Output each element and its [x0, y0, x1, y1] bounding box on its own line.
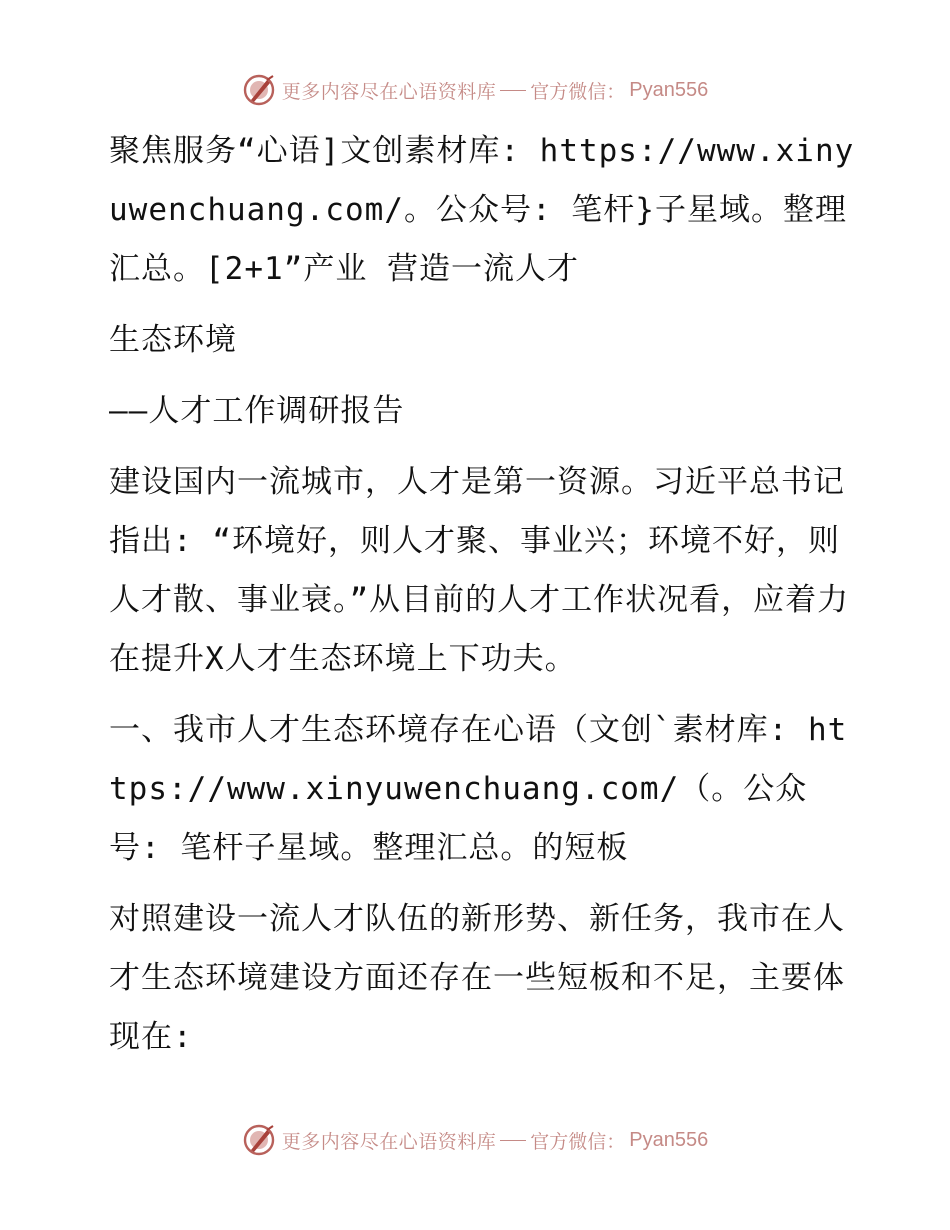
watermark-dash: [500, 90, 526, 91]
watermark-slogan: 更多内容尽在心语资料库: [281, 1130, 497, 1153]
footer-watermark: [0, 1118, 950, 1162]
paragraph-opening: 建设国内一流城市，人才是第一资源。习近平总书记指出: “环境好，则人才聚、事业兴；环境不好，则人才散、事业衰。”从目前的人才工作状况看，应着力在提升X人才生态环境上下功夫。: [109, 464, 850, 677]
section-heading-1: 一、我市人才生态环境存在心语（文创`素材库: https://www.xinyuwenchuang.com/（。公众号: 笔杆子星域。整理汇总。的短板: [109, 712, 848, 866]
quill-seal-icon: [242, 73, 276, 107]
watermark-wechat-label: 官方微信：: [530, 80, 626, 103]
watermark-handle: Pyan556: [629, 78, 709, 101]
watermark-dash: [500, 1140, 526, 1141]
paragraph-title-continued: 生态环境: [109, 322, 237, 358]
document-body: [97, 122, 857, 1067]
watermark-wechat-label: 官方微信：: [530, 1130, 626, 1153]
paragraph-section-1-intro: 对照建设一流人才队伍的新形势、新任务，我市在人才生态环境建设方面还存在一些短板和不足，主要体现在:: [109, 901, 845, 1055]
watermark-handle: Pyan556: [629, 1128, 709, 1151]
header-watermark: [0, 68, 950, 112]
quill-seal-icon: [242, 1123, 276, 1157]
paragraph-subtitle: ——人才工作调研报告: [109, 393, 405, 429]
watermark-slogan: 更多内容尽在心语资料库: [281, 80, 497, 103]
paragraph-title-intro: 聚焦服务“心语]文创素材库: https://www.xinyuwenchuang.com/。公众号: 笔杆}子星域。整理汇总。[2+1”产业 营造一流人才: [109, 133, 855, 287]
